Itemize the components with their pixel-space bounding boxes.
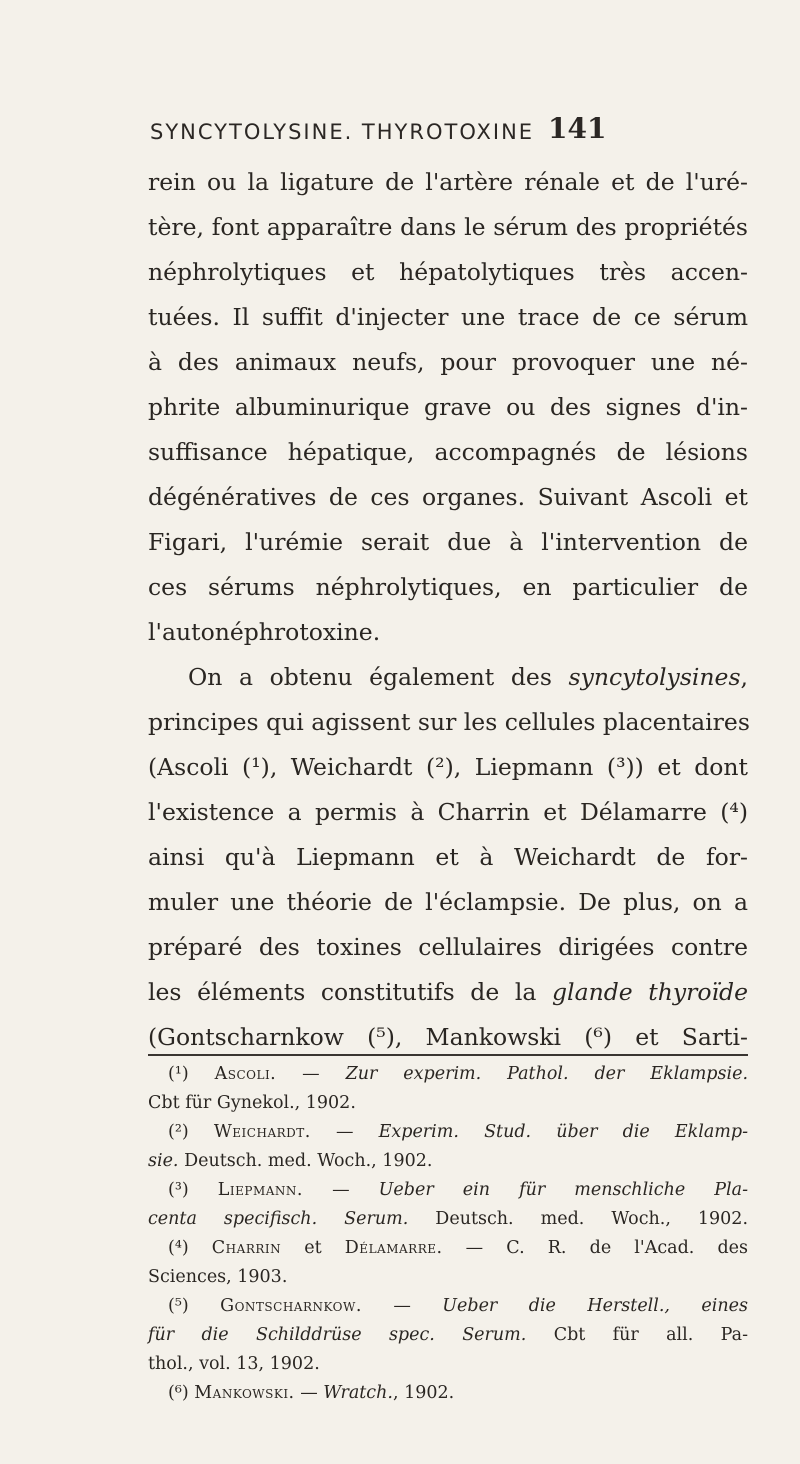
footnote-source: , 1902. bbox=[392, 1383, 455, 1403]
footnote-author: Gontscharnkow. bbox=[220, 1296, 362, 1316]
text-line: tuées. Il suffit d'injecter une trace de ce sérum bbox=[148, 303, 748, 331]
text-line: l'existence a permis à Charrin et Délamarre (⁴) bbox=[148, 798, 748, 826]
footnote-title: Ueber die Herstell., eines bbox=[442, 1296, 748, 1316]
text-line: ces sérums néphrolytiques, en particulier de bbox=[148, 573, 748, 601]
footnote-number: (⁶) bbox=[168, 1383, 195, 1403]
footnote-number: (⁵) bbox=[168, 1296, 221, 1316]
text-line: ainsi qu'à Liepmann et à Weichardt de for- bbox=[148, 843, 748, 871]
text-line: préparé des toxines cellulaires dirigées contre bbox=[148, 933, 748, 961]
footnote-source: Cbt für all. Pa- bbox=[526, 1325, 748, 1345]
text-line: Figari, l'urémie serait due à l'intervention de bbox=[148, 528, 748, 556]
text-run: les éléments constitutifs de la bbox=[148, 978, 553, 1006]
text-line: muler une théorie de l'éclampsie. De plus, on a bbox=[148, 888, 748, 916]
footnote-line bbox=[148, 1234, 748, 1263]
italic-term: glande thyroïde bbox=[552, 978, 748, 1006]
footnote-number: (³) bbox=[168, 1180, 218, 1200]
footnote-line bbox=[148, 1060, 748, 1089]
footnote-author: Liepmann. bbox=[217, 1180, 303, 1200]
footnote-separator: — bbox=[310, 1122, 379, 1142]
footnote-line bbox=[148, 1118, 748, 1147]
text-line bbox=[148, 655, 748, 700]
footnote-author: Weichardt. bbox=[213, 1122, 311, 1142]
text-line: principes qui agissent sur les cellules placentaires bbox=[148, 708, 750, 736]
text-line bbox=[148, 970, 748, 1015]
footnote-number: (¹) bbox=[168, 1064, 215, 1084]
text-line: l'autonéphrotoxine. bbox=[148, 618, 381, 646]
footnote-separator: — bbox=[302, 1180, 379, 1200]
footnote-line bbox=[148, 1292, 748, 1321]
footnote-line bbox=[148, 1205, 748, 1234]
footnote-author: Charrin bbox=[211, 1238, 282, 1258]
footnote-number: (²) bbox=[168, 1122, 214, 1142]
text-line: tère, font apparaître dans le sérum des propriétés bbox=[148, 213, 748, 241]
text-line: à des animaux neufs, pour provoquer une né- bbox=[148, 348, 748, 376]
footnote-separator: — bbox=[361, 1296, 443, 1316]
footnote-line bbox=[148, 1321, 748, 1350]
footnote-line: Sciences, 1903. bbox=[148, 1267, 288, 1287]
footnote-title: Wratch. bbox=[323, 1383, 393, 1403]
footnote-number: (⁴) bbox=[168, 1238, 212, 1258]
text-line: néphrolytiques et hépatolytiques très accen- bbox=[148, 258, 748, 286]
text-line: suffisance hépatique, accompagnés de lésions bbox=[148, 438, 748, 466]
text-line: phrite albuminurique grave ou des signes d'in- bbox=[148, 393, 748, 421]
italic-term: syncytolysines bbox=[568, 663, 741, 691]
footnote-title: centa specifisch. Serum. bbox=[148, 1209, 409, 1229]
footnote-title: Ueber ein für menschliche Pla- bbox=[378, 1180, 749, 1200]
footnote-source: — C. R. de l'Acad. des bbox=[442, 1238, 749, 1258]
footnote-title: sie. bbox=[148, 1151, 179, 1171]
page-header bbox=[0, 112, 800, 152]
footnotes bbox=[148, 1060, 748, 1408]
text-run: , bbox=[740, 663, 748, 691]
footnote-separator: — bbox=[276, 1064, 346, 1084]
text-line: dégénératives de ces organes. Suivant Ascoli et bbox=[148, 483, 748, 511]
running-title: SYNCYTOLYSINE. THYROTOXINE bbox=[150, 120, 535, 144]
footnote-source: Deutsch. med. Woch., 1902. bbox=[178, 1151, 433, 1171]
footnote-line bbox=[148, 1176, 748, 1205]
footnote-line: Cbt für Gynekol., 1902. bbox=[148, 1093, 356, 1113]
footnote-separator: — bbox=[294, 1383, 324, 1403]
footnote-author: Délamarre. bbox=[344, 1238, 443, 1258]
footnote-divider bbox=[148, 1054, 748, 1056]
main-paragraphs bbox=[148, 160, 748, 1060]
text-line: (Gontscharnkow (⁵), Mankowski (⁶) et Sarti- bbox=[148, 1023, 748, 1051]
footnote-title: für die Schilddrüse spec. Serum. bbox=[148, 1325, 527, 1345]
footnote-line bbox=[148, 1147, 748, 1176]
footnote-line: thol., vol. 13, 1902. bbox=[148, 1354, 320, 1374]
footnote-line bbox=[148, 1379, 748, 1408]
text-run: On a obtenu également des bbox=[188, 663, 569, 691]
text-line: rein ou la ligature de l'artère rénale et de l'uré- bbox=[148, 168, 748, 196]
footnote-source: Deutsch. med. Woch., 1902. bbox=[408, 1209, 749, 1229]
footnote-author: Mankowski. bbox=[194, 1383, 295, 1403]
footnote-title: Zur experim. Pathol. der Eklampsie. bbox=[345, 1064, 749, 1084]
text-line: (Ascoli (¹), Weichardt (²), Liepmann (³)) et dont bbox=[148, 753, 748, 781]
footnote-author: Ascoli. bbox=[214, 1064, 277, 1084]
footnote-title: Experim. Stud. über die Eklamp- bbox=[378, 1122, 748, 1142]
page-number: 141 bbox=[548, 112, 607, 145]
footnote-conjunction: et bbox=[281, 1238, 345, 1258]
